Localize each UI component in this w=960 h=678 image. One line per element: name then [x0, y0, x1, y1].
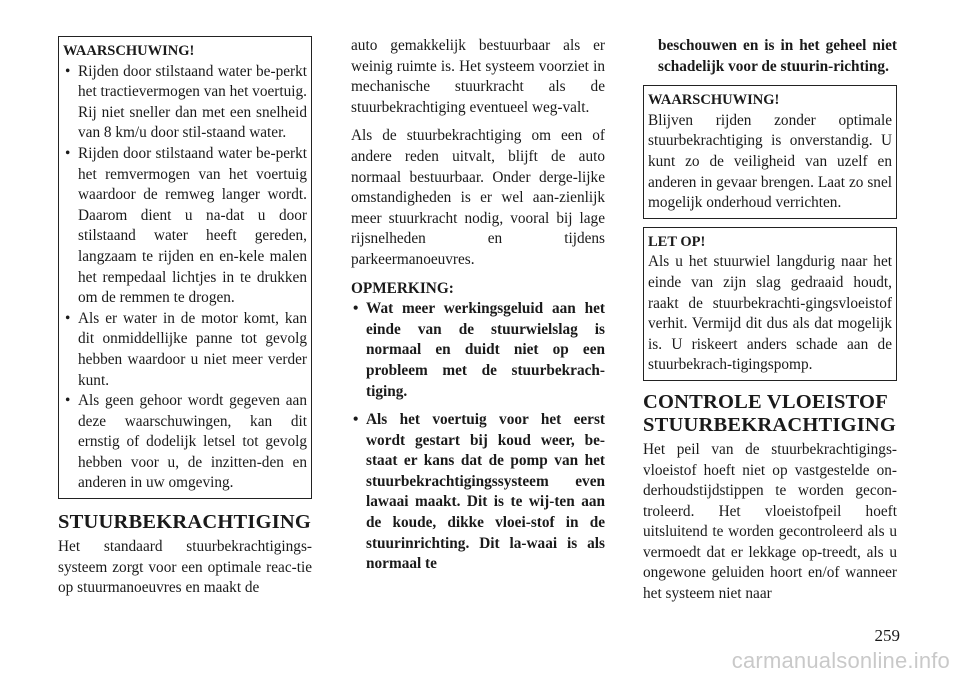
warning-item: • Rijden door stilstaand water be-perkt het tractievermogen van het voertuig. Rij niet sneller dan met een snelheid van 8 km/u door stil-staand water.: [63, 62, 307, 144]
body-text: auto gemakkelijk bestuurbaar als er weinig ruimte is. Het systeem voorziet in mechanische stuurkracht als de stuurbekrachtiging eventueel weg-valt.: [351, 37, 605, 116]
warning-title: WAARSCHUWING!: [63, 43, 195, 59]
note-title: OPMERKING:: [351, 279, 454, 297]
caution-text: Als u het stuurwiel langdurig naar het einde van zijn slag gedraaid houdt, raakt de stuurbekrachti-gingsvloeistof verhit. Vermijd dit dus als dat mogelijk is. U riskeert anders schade aan de stuurbekrach-tigingspomp.: [648, 253, 892, 374]
warning-item: • Als geen gehoor wordt gegeven aan deze waarschuwingen, kan dit ernstig of dodelijk letsel tot gevolg hebben voor u, de inzitten-den en anderen in uw omgeving.: [63, 391, 307, 494]
warning-item: • Als er water in de motor komt, kan dit onmiddellijke panne tot gevolg hebben waardoor u niet meer verder kunt.: [63, 309, 307, 391]
note-item: • Wat meer werkingsgeluid aan het einde van de stuurwielslag is normaal en duidt niet op een probleem met de stuurbekrach-tiging.: [351, 299, 605, 402]
body-text: Het standaard stuurbekrachtigings-systeem zorgt voor een optimale reac-tie op stuurmanoeuvres en maakt de: [58, 538, 312, 597]
section-heading: STUURBEKRACHTIGING: [58, 511, 312, 534]
note-continuation: beschouwen en is in het geheel niet schadelijk voor de stuurin-richting.: [658, 37, 897, 75]
column-3: [643, 36, 897, 605]
page-number: 259: [874, 626, 900, 645]
warning-box-2: [643, 85, 897, 219]
body-text: Het peil van de stuurbekrachtigings-vloeistof hoeft niet op vastgestelde on-derhoudstijdstippen te worden gecon-troleerd. Het vloeistofpeil hoeft uitsluitend te worden gecontroleerd als u vermoedt dat er lekkage op-treedt, als u ongewone geluiden hoort en/of wanneer het systeem niet naar: [643, 440, 897, 603]
column-2: [351, 36, 605, 575]
watermark: carmanualsonline.info: [731, 648, 950, 673]
warning-list: [63, 62, 307, 494]
warning-item: • Rijden door stilstaand water be-perkt het remvermogen van het voertuig waardoor de remweg langer wordt. Daarom dient u na-dat u door stilstaand water heeft gereden, langzaam te rijden en en-kele malen het rempedaal lichtjes in te drukken om de remmen te drogen.: [63, 144, 307, 309]
column-1: [58, 36, 312, 599]
note-list: [351, 299, 605, 575]
warning-text: Blijven rijden zonder optimale stuurbekrachtiging is onverstandig. U kunt zo de veiligheid van uzelf en anderen in gevaar brengen. Laat zo snel mogelijk onderhoud verrichten.: [648, 111, 892, 212]
note-item: • Als het voertuig voor het eerst wordt gestart bij koud weer, be-staat er kans dat de pomp van het stuurbekrachtigingssysteem even lawaai maakt. Dit is te wij-ten aan de koude, dikke vloei-stof in de stuurinrichting. Dit la-waai is als normaal te: [351, 410, 605, 575]
caution-title: LET OP!: [648, 233, 706, 250]
caution-box: [643, 227, 897, 381]
warning-box-1: [58, 36, 312, 499]
section-heading: CONTROLE VLOEISTOF STUURBEKRACHTIGING: [643, 390, 897, 436]
body-text: Als de stuurbekrachtiging om een of andere reden uitvalt, blijft de auto normaal bestuurbaar. Onder derge-lijke omstandigheden is er wel aan-zienlijk meer stuurkracht nodig, vooral bij lage rijsnelheden en tijdens parkeermanoeuvres.: [351, 127, 605, 268]
warning-title: WAARSCHUWING!: [648, 92, 780, 109]
